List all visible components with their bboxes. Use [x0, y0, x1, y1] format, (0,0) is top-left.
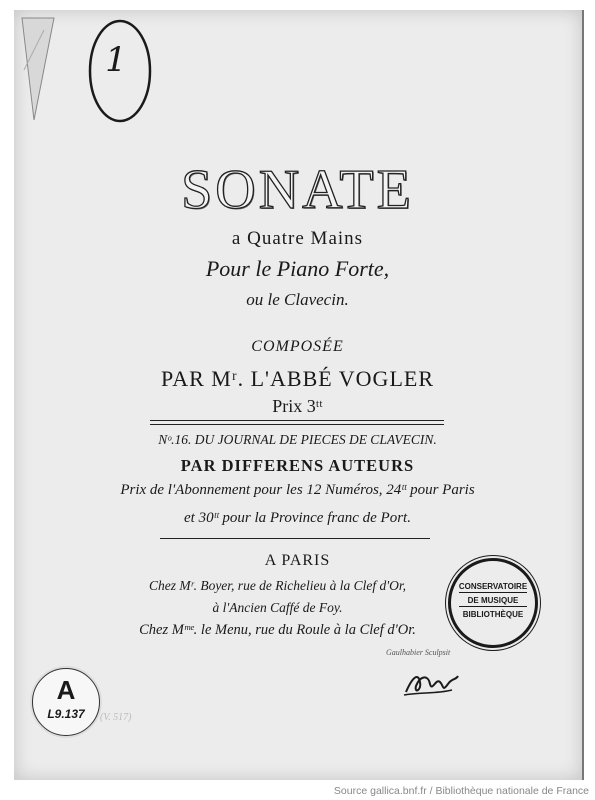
address-line: Chez Mᵐᵉ. le Menu, rue du Roule à la Clef d'Or.	[139, 622, 416, 638]
composer-line: PAR Mʳ. L'ABBÉ VOGLER	[160, 366, 434, 391]
conservatoire-stamp	[448, 558, 538, 648]
subscription-line: Prix de l'Abonnement pour les 12 Numéros, 24ᵗᵗ pour Paris	[120, 482, 475, 498]
journal-line: Nᵒ.16. DU JOURNAL DE PIECES DE CLAVECIN.	[158, 432, 437, 447]
faint-pencil-note: (V. 517)	[100, 712, 132, 723]
stamp-text: BIBLIOTHÈQUE	[462, 610, 524, 619]
library-stamp	[32, 668, 100, 736]
engraver-credit: Gaulhabier Sculpsit	[386, 648, 451, 657]
divider-rule	[150, 420, 444, 421]
shelf-number: 1	[105, 40, 127, 80]
subtitle-line: a Quatre Mains	[231, 228, 364, 249]
address-line: Chez Mʳ. Boyer, rue de Richelieu à la Clef d'Or,	[148, 578, 407, 593]
handwritten-signature	[402, 668, 462, 698]
alternative-instrument-line: ou le Clavecin.	[246, 290, 349, 309]
stamp-rule	[459, 592, 527, 593]
composed-label: COMPOSÉE	[251, 338, 344, 355]
instrument-line: Pour le Piano Forte,	[205, 256, 390, 281]
source-credit: Source gallica.bnf.fr / Bibliothèque nationale de France	[333, 785, 589, 797]
authors-line: PAR DIFFERENS AUTEURS	[180, 456, 415, 475]
subscription-line: et 30ᵗᵗ pour la Province franc de Port.	[184, 510, 411, 526]
divider-rule	[160, 538, 430, 539]
city-line: A PARIS	[264, 552, 331, 569]
price-line: Prix 3ᵗᵗ	[272, 396, 323, 416]
library-stamp-letter: A	[56, 675, 76, 705]
stamp-rule	[459, 606, 527, 607]
document-title: SONATE	[181, 159, 414, 221]
address-line: à l'Ancien Caffé de Foy.	[212, 600, 343, 615]
library-stamp-code: L9.137	[47, 707, 85, 721]
stamp-text: DE MUSIQUE	[467, 596, 519, 605]
divider-rule	[150, 424, 444, 425]
stamp-text: CONSERVATOIRE	[458, 582, 528, 591]
